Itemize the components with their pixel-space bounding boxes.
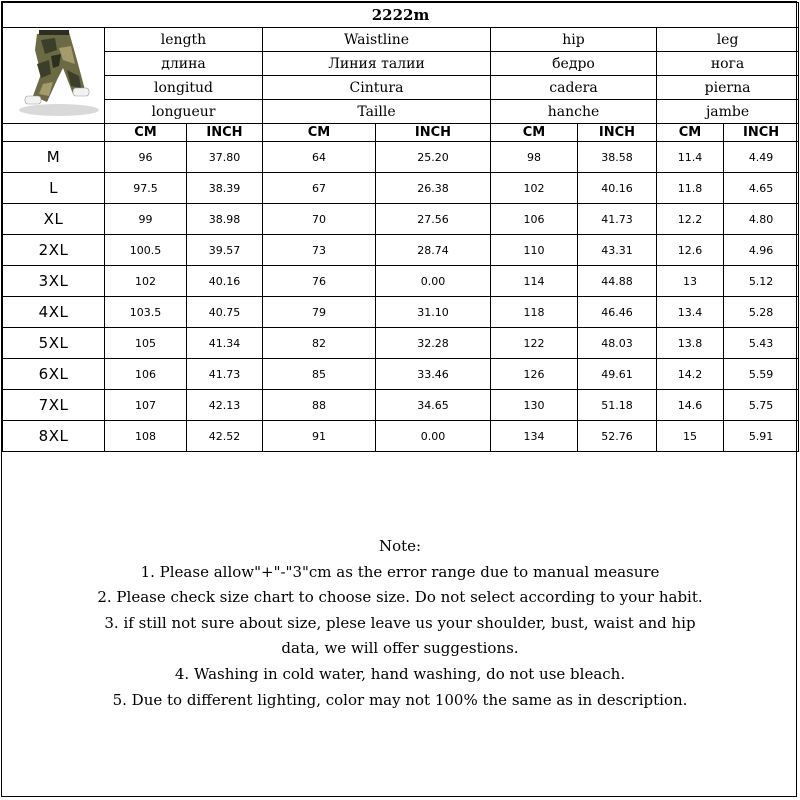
measurement-cell: 31.10 [376, 297, 491, 328]
measurement-cell: 37.80 [187, 142, 263, 173]
measurement-cell: 5.12 [724, 266, 799, 297]
measurement-cell: 79 [263, 297, 376, 328]
size-label: 8XL [3, 421, 105, 452]
measurement-cell: 0.00 [376, 421, 491, 452]
note-line: 2. Please check size chart to choose size. Do not select according to your habit. [97, 588, 703, 607]
size-row [3, 173, 799, 204]
title-row [3, 3, 799, 28]
measurement-cell: 12.6 [657, 235, 724, 266]
measurement-cell: 42.13 [187, 390, 263, 421]
notes-section [2, 534, 798, 713]
unit-row [3, 124, 799, 142]
measurement-cell: 0.00 [376, 266, 491, 297]
measurement-cell: 46.46 [578, 297, 657, 328]
measurement-cell: 70 [263, 204, 376, 235]
measurement-cell: 85 [263, 359, 376, 390]
measurement-cell: 122 [491, 328, 578, 359]
measurement-cell: 126 [491, 359, 578, 390]
measurement-cell: 52.76 [578, 421, 657, 452]
measurement-cell: 118 [491, 297, 578, 328]
measurement-cell: 102 [105, 266, 187, 297]
measurement-cell: 103.5 [105, 297, 187, 328]
measurement-cell: 4.80 [724, 204, 799, 235]
size-label: 7XL [3, 390, 105, 421]
measurement-cell: 40.75 [187, 297, 263, 328]
measurement-cell: 100.5 [105, 235, 187, 266]
measurement-cell: 48.03 [578, 328, 657, 359]
measure-waistline-fr: Taille [263, 100, 491, 124]
note-line: 5. Due to different lighting, color may not 100% the same as in description. [112, 690, 688, 709]
measurement-cell: 99 [105, 204, 187, 235]
measurement-cell: 67 [263, 173, 376, 204]
measurement-cell: 40.16 [187, 266, 263, 297]
unit-label: INCH [724, 124, 799, 142]
unit-label: CM [657, 124, 724, 142]
measure-hip-ru: бедро [491, 52, 657, 76]
measurement-cell: 43.31 [578, 235, 657, 266]
measurement-cell: 4.49 [724, 142, 799, 173]
note-line: data, we will offer suggestions. [281, 639, 519, 658]
header-row-ru [3, 52, 799, 76]
size-row [3, 266, 799, 297]
size-label: 3XL [3, 266, 105, 297]
measure-length-fr: longueur [105, 100, 263, 124]
measurement-cell: 88 [263, 390, 376, 421]
chart-title: 2222m [3, 3, 799, 28]
measurement-cell: 82 [263, 328, 376, 359]
unit-label: INCH [578, 124, 657, 142]
measure-length-ru: длина [105, 52, 263, 76]
notes-heading: Note: [378, 537, 422, 555]
measurement-cell: 96 [105, 142, 187, 173]
measurement-cell: 25.20 [376, 142, 491, 173]
header-row-es [3, 76, 799, 100]
header-row-fr [3, 100, 799, 124]
measure-hip-en: hip [491, 28, 657, 52]
measurement-cell: 39.57 [187, 235, 263, 266]
measure-waistline-es: Cintura [263, 76, 491, 100]
measurement-cell: 11.8 [657, 173, 724, 204]
measurement-cell: 91 [263, 421, 376, 452]
product-photo-cell [3, 28, 105, 124]
size-label: 5XL [3, 328, 105, 359]
measurement-cell: 26.38 [376, 173, 491, 204]
size-row [3, 390, 799, 421]
note-line: 3. if still not sure about size, plese leave us your shoulder, bust, waist and hip [104, 613, 696, 632]
measurement-cell: 51.18 [578, 390, 657, 421]
measure-waistline-en: Waistline [263, 28, 491, 52]
measurement-cell: 34.65 [376, 390, 491, 421]
size-table [2, 2, 799, 452]
size-label: L [3, 173, 105, 204]
measurement-cell: 102 [491, 173, 578, 204]
measurement-cell: 5.75 [724, 390, 799, 421]
measurement-cell: 49.61 [578, 359, 657, 390]
size-label: M [3, 142, 105, 173]
measurement-cell: 106 [491, 204, 578, 235]
measurement-cell: 106 [105, 359, 187, 390]
unit-corner-cell [3, 124, 105, 142]
measurement-cell: 98 [491, 142, 578, 173]
measure-waistline-ru: Линия талии [263, 52, 491, 76]
measurement-cell: 64 [263, 142, 376, 173]
size-row [3, 142, 799, 173]
measurement-cell: 134 [491, 421, 578, 452]
measurement-cell: 97.5 [105, 173, 187, 204]
measurement-cell: 13 [657, 266, 724, 297]
measurement-cell: 4.96 [724, 235, 799, 266]
measurement-cell: 5.28 [724, 297, 799, 328]
measurement-cell: 14.6 [657, 390, 724, 421]
measurement-cell: 13.4 [657, 297, 724, 328]
unit-label: CM [491, 124, 578, 142]
measurement-cell: 41.73 [578, 204, 657, 235]
size-label: XL [3, 204, 105, 235]
measurement-cell: 14.2 [657, 359, 724, 390]
measurement-cell: 33.46 [376, 359, 491, 390]
measurement-cell: 114 [491, 266, 578, 297]
measurement-cell: 15 [657, 421, 724, 452]
measurement-cell: 107 [105, 390, 187, 421]
measurement-cell: 4.65 [724, 173, 799, 204]
measurement-cell: 42.52 [187, 421, 263, 452]
unit-label: INCH [187, 124, 263, 142]
unit-label: INCH [376, 124, 491, 142]
measure-leg-en: leg [657, 28, 799, 52]
measurement-cell: 27.56 [376, 204, 491, 235]
measure-length-es: longitud [105, 76, 263, 100]
measurement-cell: 130 [491, 390, 578, 421]
note-line: 4. Washing in cold water, hand washing, do not use bleach. [174, 664, 626, 683]
measurement-cell: 38.98 [187, 204, 263, 235]
measure-leg-es: pierna [657, 76, 799, 100]
measurement-cell: 12.2 [657, 204, 724, 235]
size-label: 2XL [3, 235, 105, 266]
measure-leg-ru: нога [657, 52, 799, 76]
measurement-cell: 5.59 [724, 359, 799, 390]
unit-label: CM [105, 124, 187, 142]
size-row [3, 359, 799, 390]
measure-hip-es: cadera [491, 76, 657, 100]
measure-length-en: length [105, 28, 263, 52]
measurement-cell: 32.28 [376, 328, 491, 359]
measurement-cell: 38.58 [578, 142, 657, 173]
size-row [3, 421, 799, 452]
note-line: 1. Please allow"+"-"3"cm as the error range due to manual measure [140, 562, 660, 581]
measurement-cell: 5.91 [724, 421, 799, 452]
measurement-cell: 5.43 [724, 328, 799, 359]
measurement-cell: 41.34 [187, 328, 263, 359]
size-row [3, 204, 799, 235]
size-rows [3, 142, 799, 452]
measurement-cell: 105 [105, 328, 187, 359]
measure-hip-fr: hanche [491, 100, 657, 124]
measurement-cell: 28.74 [376, 235, 491, 266]
measurement-cell: 41.73 [187, 359, 263, 390]
measurement-cell: 38.39 [187, 173, 263, 204]
measurement-cell: 76 [263, 266, 376, 297]
header-row-en [3, 28, 799, 52]
size-chart-sheet [1, 1, 797, 797]
measurement-cell: 11.4 [657, 142, 724, 173]
measurement-cell: 110 [491, 235, 578, 266]
measure-leg-fr: jambe [657, 100, 799, 124]
size-row [3, 297, 799, 328]
measurement-cell: 44.88 [578, 266, 657, 297]
measurement-cell: 73 [263, 235, 376, 266]
size-label: 6XL [3, 359, 105, 390]
size-row [3, 328, 799, 359]
measurement-cell: 108 [105, 421, 187, 452]
size-row [3, 235, 799, 266]
measurement-cell: 40.16 [578, 173, 657, 204]
size-label: 4XL [3, 297, 105, 328]
camo-pants-photo [7, 30, 101, 118]
unit-label: CM [263, 124, 376, 142]
measurement-cell: 13.8 [657, 328, 724, 359]
